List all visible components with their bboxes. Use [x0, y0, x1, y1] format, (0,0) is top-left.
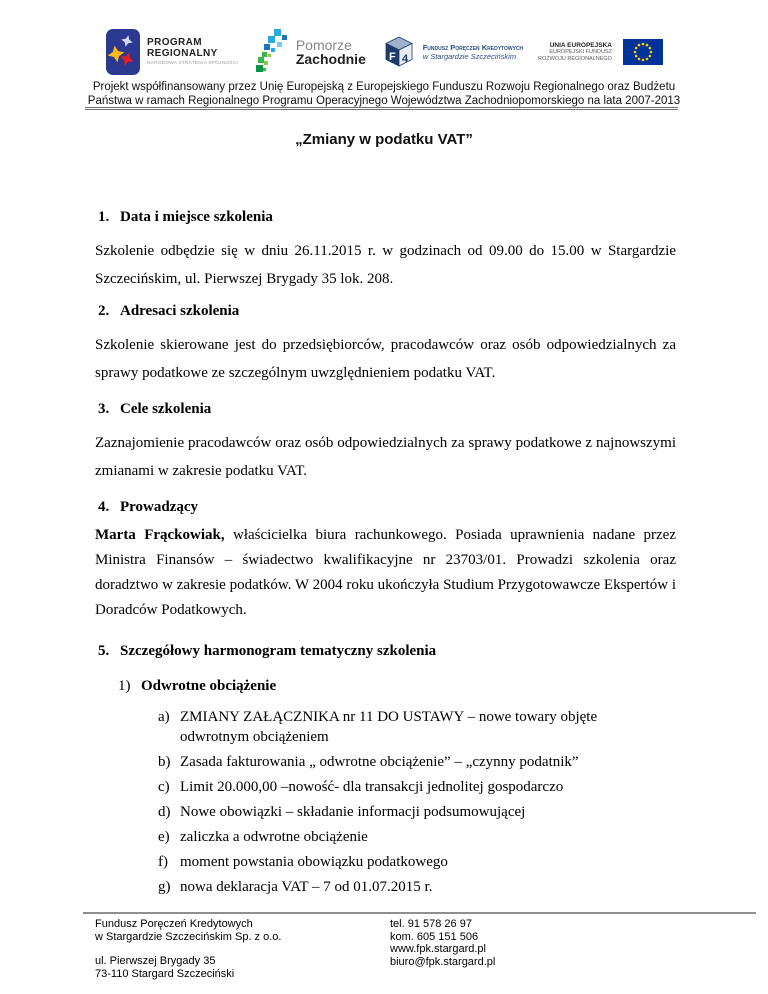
section-1-paragraph: Szkolenie odbędzie się w dniu 26.11.2015 r. w godzinach od 09.00 do 15.00 w Stargardzie Szczecińskim, ul. Pierwszej Brygady 35 lok. 208. [95, 243, 676, 287]
eu-fund-label-2: ROZWOJU REGIONALNEGO [538, 55, 612, 62]
section-4-heading [95, 498, 676, 517]
fpk-cube-icon [381, 34, 417, 70]
section-heading-text: Adresaci szkolenia [120, 303, 240, 319]
section-5 [95, 642, 676, 661]
pomorze-zachodnie-logo [254, 29, 366, 75]
cofinancing-disclaimer: Projekt współfinansowany przez Unię Europejską z Europejskiego Funduszu Rozwoju Regionalnego oraz Budżetu Państwa w ramach Regionalnego Programu Operacyjnego Województwa Zachodniopomorskiego na lata 2007-2013 [87, 81, 681, 107]
fpk-city-label: w Stargardzie Szczecińskim [422, 52, 517, 61]
zachodnie-label: Zachodnie [295, 51, 366, 67]
fpk-logo [381, 34, 523, 70]
program-regionalny-logo [105, 28, 239, 76]
item-letter: g) [158, 879, 171, 895]
footer-mobile: kom. 605 151 506 [390, 930, 479, 943]
item-text: Zasada fakturowania „ odwrotne obciążenie” – „czynny podatnik” [180, 754, 579, 770]
footer [83, 912, 756, 980]
agenda-group-title: Odwrotne obciążenie [141, 678, 277, 694]
footer-company-name-2: w Stargardzie Szczecińskim Sp. z o.o. [95, 930, 282, 943]
document-title: „Zmiany w podatku VAT” [295, 131, 473, 148]
section-2-paragraph: Szkolenie skierowane jest do przedsiębiorców, pracodawców oraz osób odpowiedzialnych za sprawy podatkowe ze szczególnym uwzględnieniem podatku VAT. [95, 337, 676, 381]
svg-text:4: 4 [401, 53, 408, 65]
section-3-paragraph: Zaznajomienie pracodawców oraz osób odpowiedzialnych za sprawy podatkowe z najnowszymi zmianami w zakresie podatku VAT. [95, 435, 676, 479]
eu-fund-label-1: EUROPEJSKI FUNDUSZ [549, 48, 612, 55]
agenda-item [158, 877, 676, 897]
trainer-bio: właścicielka biura rachunkowego. Posiada uprawnienia nadane przez Ministra Finansów – świadectwo kwalifikacyjne nr 23703/01. Prowadzi szkolenia oraz doradztwo w zakresie podatków. W 2004 roku ukończyła Studium Przygotowawcze Ekspertów i Doradców Podatkowych. [95, 527, 676, 618]
section-4-paragraph [95, 523, 676, 623]
section-number: 4. [98, 499, 110, 515]
program-regionalny-subtitle: NARODOWA STRATEGIA SPÓJNOŚCI [147, 61, 238, 66]
agenda-group-heading [118, 677, 676, 696]
agenda [95, 677, 676, 897]
footer-gap [95, 943, 281, 955]
item-text: nowa deklaracja VAT – 7 od 01.07.2015 r. [180, 879, 433, 895]
trainer-name: Marta Frąckowiak, [95, 527, 225, 543]
fpk-text [423, 43, 523, 61]
item-letter: e) [158, 829, 170, 845]
item-letter: a) [158, 709, 170, 725]
footer-city: 73-110 Stargard Szczeciński [95, 967, 235, 980]
agenda-item [158, 852, 676, 872]
document-body [95, 208, 676, 902]
section-1-heading [95, 208, 676, 227]
eu-text [538, 42, 612, 63]
section-5-heading [95, 642, 676, 661]
logo-row [105, 26, 663, 78]
agenda-items [158, 707, 676, 897]
footer-company-name: Fundusz Poręczeń Kredytowych [95, 918, 253, 930]
section-number: 1. [98, 209, 110, 225]
section-1 [95, 208, 676, 293]
eu-union-label: UNIA EUROPEJSKA [549, 41, 612, 49]
fpk-name-label: Fundusz Poręczeń Kredytowych [422, 43, 524, 52]
pomorze-label: Pomorze [295, 37, 352, 53]
eu-flag-icon [623, 39, 663, 65]
svg-text:F: F [388, 51, 396, 63]
item-letter: f) [158, 854, 168, 870]
item-text: Limit 20.000,00 –nowość- dla transakcji jednolitej gospodarczo [180, 779, 564, 795]
item-letter: b) [158, 754, 171, 770]
agenda-item [158, 777, 676, 797]
footer-phone: tel. 91 578 26 97 [390, 918, 472, 930]
section-4 [95, 498, 676, 623]
pomorze-zachodnie-text [296, 38, 366, 66]
section-heading-text: Cele szkolenia [120, 401, 212, 417]
item-text: Nowe obowiązki – składanie informacji podsumowującej [180, 804, 526, 820]
program-regionalny-flag-icon [105, 28, 141, 76]
section-heading-text: Data i miejsce szkolenia [120, 209, 273, 225]
footer-contact-block [390, 918, 495, 968]
item-text: zaliczka a odwrotne obciążenie [180, 829, 368, 845]
section-3-heading [95, 400, 676, 419]
agenda-item [158, 802, 676, 822]
item-letter: c) [158, 779, 170, 795]
section-number: 5. [98, 643, 110, 659]
section-heading-text: Prowadzący [120, 499, 199, 515]
program-regionalny-text [147, 38, 239, 66]
footer-email: biuro@fpk.stargard.pl [390, 955, 496, 968]
agenda-group-number: 1) [118, 678, 131, 694]
section-number: 3. [98, 401, 110, 417]
agenda-item [158, 707, 676, 747]
header-divider [85, 107, 678, 110]
footer-company-block [95, 918, 281, 980]
agenda-item [158, 752, 676, 772]
section-number: 2. [98, 303, 110, 319]
footer-website: www.fpk.stargard.pl [390, 943, 486, 955]
section-heading-text: Szczegółowy harmonogram tematyczny szkolenia [120, 643, 437, 659]
section-3 [95, 400, 676, 485]
eu-logo [538, 39, 663, 65]
section-2 [95, 302, 676, 387]
griffin-mosaic-icon [254, 29, 290, 75]
item-letter: d) [158, 804, 171, 820]
agenda-item [158, 827, 676, 847]
section-2-heading [95, 302, 676, 321]
program-regionalny-title: PROGRAM REGIONALNY [147, 37, 218, 59]
item-text: ZMIANY ZAŁĄCZNIKA nr 11 DO USTAWY – nowe towary objęte odwrotnym obciążeniem [180, 709, 598, 745]
footer-street: ul. Pierwszej Brygady 35 [95, 955, 216, 967]
item-text: moment powstania obowiązku podatkowego [180, 854, 448, 870]
